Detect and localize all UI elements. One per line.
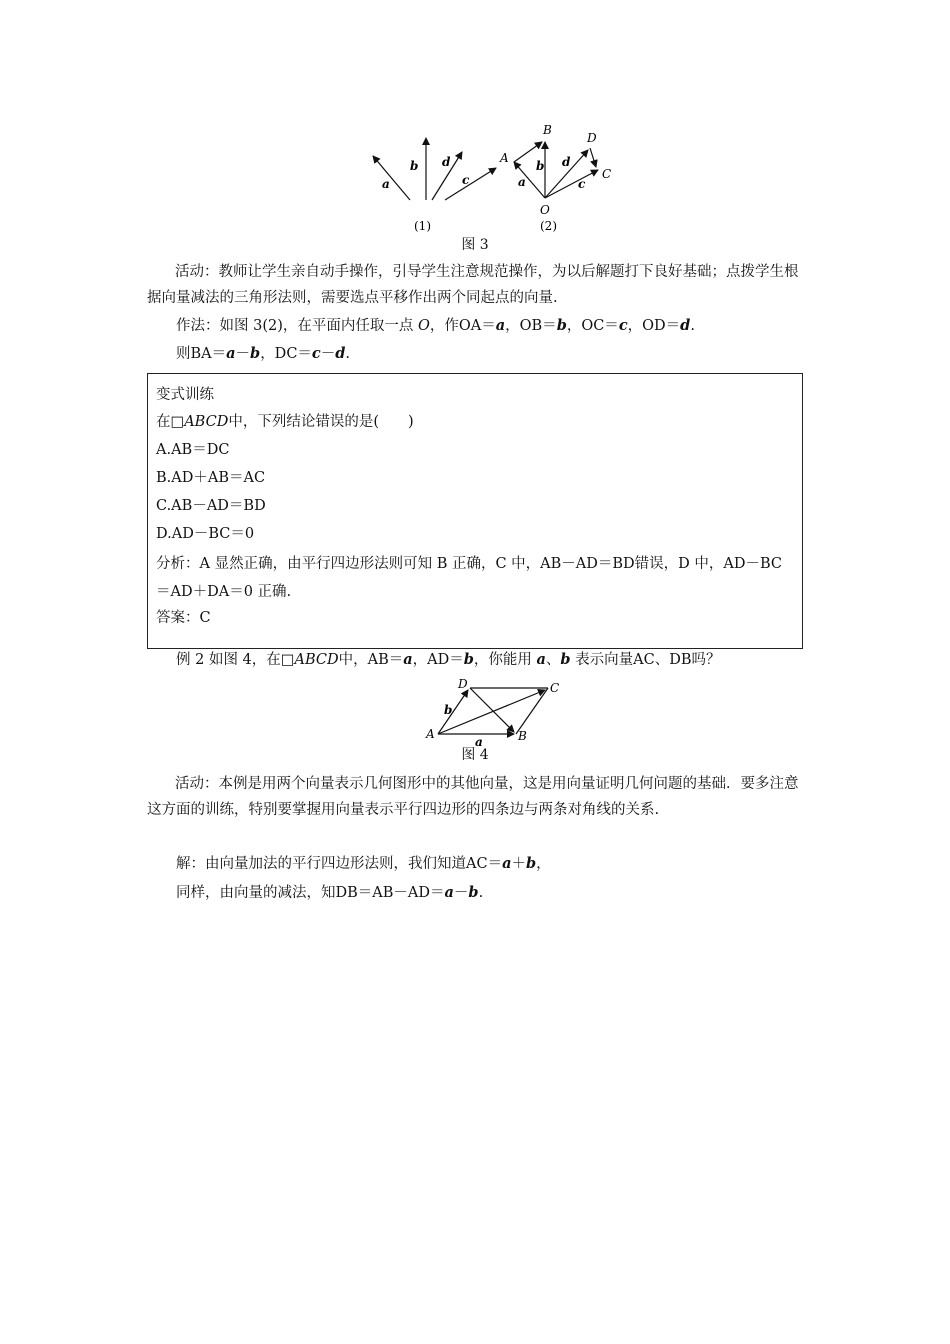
exercise-analysis: 分析：A 显然正确，由平行四边形法则可知 B 正确，C 中，AB－AD＝BD错误，D 中，AD－BC＝AD＋DA＝0 正确.: [156, 556, 783, 600]
vector-a: a: [502, 855, 512, 872]
fig3-2-vec-d: d: [562, 155, 571, 169]
example-text: 中，AB＝: [338, 652, 404, 668]
vector-b: b: [556, 317, 567, 334]
exercise-box: [147, 373, 803, 649]
vector-c: c: [311, 345, 321, 362]
exercise-option-d: D.AD－BC＝0: [156, 526, 255, 542]
vector-a: a: [495, 317, 506, 334]
exercise-option-b: B.AD＋AB＝AC: [156, 470, 266, 486]
exercise-option-a: A.AB＝DC: [156, 442, 230, 458]
point-O: O: [417, 318, 430, 334]
vector-d: d: [335, 345, 346, 362]
question-text: 中，下列结论错误的是( ): [228, 414, 414, 430]
figure-4-caption: 图 4: [461, 747, 489, 763]
fig3-1-vec-c: c: [462, 173, 470, 187]
fig3-2-point-D: D: [587, 131, 597, 145]
vector-a: a: [444, 884, 454, 901]
figure-4-diagram: [420, 676, 570, 748]
construction-text: ，OD＝: [627, 318, 681, 334]
activity-1-paragraph: 活动：教师让学生亲自动手操作，引导学生注意规范操作，为以后解题打下良好基础；点拨学生根据向量减法的三角形法则，需要选点平移作出两个同起点的向量.: [147, 264, 799, 306]
vector-d: d: [680, 317, 691, 334]
fig4-vec-a: a: [475, 735, 483, 748]
example-abcd: ABCD: [294, 652, 339, 668]
construction-text: ，OC＝: [566, 318, 619, 334]
solution-text: －: [453, 885, 469, 901]
question-abcd: ABCD: [184, 414, 229, 430]
figure-3-diagram: [360, 120, 620, 238]
fig4-point-C: C: [550, 681, 560, 695]
vector-a: a: [536, 651, 546, 668]
solution-text: .: [478, 885, 484, 901]
example-2-line: [176, 648, 721, 672]
construction-text: .: [690, 318, 695, 334]
result-text: －: [320, 346, 336, 362]
figure-3-caption: 图 3: [461, 237, 489, 253]
fig3-1-vec-b: b: [410, 159, 419, 173]
solution-text: ＋: [511, 856, 526, 872]
question-text: 在: [156, 414, 171, 430]
construction-text: ，作OA＝: [429, 318, 496, 334]
fig3-sub2-label: (2): [540, 219, 557, 233]
result-text: .: [345, 346, 351, 362]
fig3-2-point-B: B: [543, 123, 552, 137]
parallelogram-symbol: □: [170, 414, 185, 430]
construction-line: [176, 314, 695, 338]
parallelogram-symbol: □: [280, 652, 295, 668]
solution-text: 解：由向量加法的平行四边形法则，我们知道AC＝: [176, 856, 503, 872]
result-text: －: [235, 346, 251, 362]
example-text: 表示向量AC、DB吗？: [570, 652, 721, 668]
construction-text: 作法：如图 3(2)，在平面内任取一点: [176, 318, 418, 334]
solution-text: ，: [536, 856, 551, 872]
construction-text: ，OB＝: [505, 318, 557, 334]
vector-b: b: [463, 651, 474, 668]
vector-b: b: [468, 884, 479, 901]
exercise-answer: 答案：C: [156, 610, 211, 626]
example-text: 、: [545, 652, 561, 668]
result-text: 则BA＝: [176, 346, 227, 362]
fig3-2-vec-c: c: [578, 177, 586, 191]
result-line: [176, 342, 350, 366]
fig4-vec-b: b: [444, 703, 453, 717]
vector-b: b: [250, 345, 261, 362]
solution-line-1: [176, 852, 551, 876]
figure-3-part-1: [373, 138, 496, 233]
fig4-point-A: A: [426, 727, 435, 741]
solution-line-2: [176, 881, 483, 905]
fig3-1-vec-d: d: [442, 155, 451, 169]
vector-a: a: [226, 345, 236, 362]
fig4-point-D: D: [458, 677, 468, 691]
example-text: 例 2 如图 4，在: [176, 652, 281, 668]
solution-text: 同样，由向量的减法，知DB＝AB－AD＝: [176, 885, 445, 901]
vector-c: c: [618, 317, 628, 334]
vector-b: b: [525, 855, 537, 872]
fig3-2-vec-b: b: [536, 159, 545, 173]
fig3-2-point-O: O: [540, 203, 550, 217]
exercise-title: 变式训练: [156, 387, 214, 403]
fig4-point-B: B: [518, 729, 527, 743]
activity-2-paragraph: 活动：本例是用两个向量表示几何图形中的其他向量，这是用向量证明几何问题的基础．要多注意这方面的训练，特别要掌握用向量表示平行四边形的四条边与两条对角线的关系.: [147, 776, 799, 818]
figure-3-part-2: [499, 123, 611, 233]
example-text: ，你能用: [473, 652, 537, 668]
vector-a: a: [403, 651, 413, 668]
fig3-2-point-C: C: [602, 167, 612, 181]
fig3-2-point-A: A: [500, 151, 509, 165]
exercise-option-c: C.AB－AD＝BD: [156, 498, 266, 514]
result-text: ，DC＝: [260, 346, 312, 362]
fig3-2-vec-a: a: [518, 175, 526, 189]
exercise-question: [156, 410, 796, 434]
vector-b: b: [560, 651, 571, 668]
fig3-1-vec-a: a: [382, 177, 390, 191]
example-text: ，AD＝: [412, 652, 464, 668]
fig3-sub1-label: (1): [414, 219, 431, 233]
